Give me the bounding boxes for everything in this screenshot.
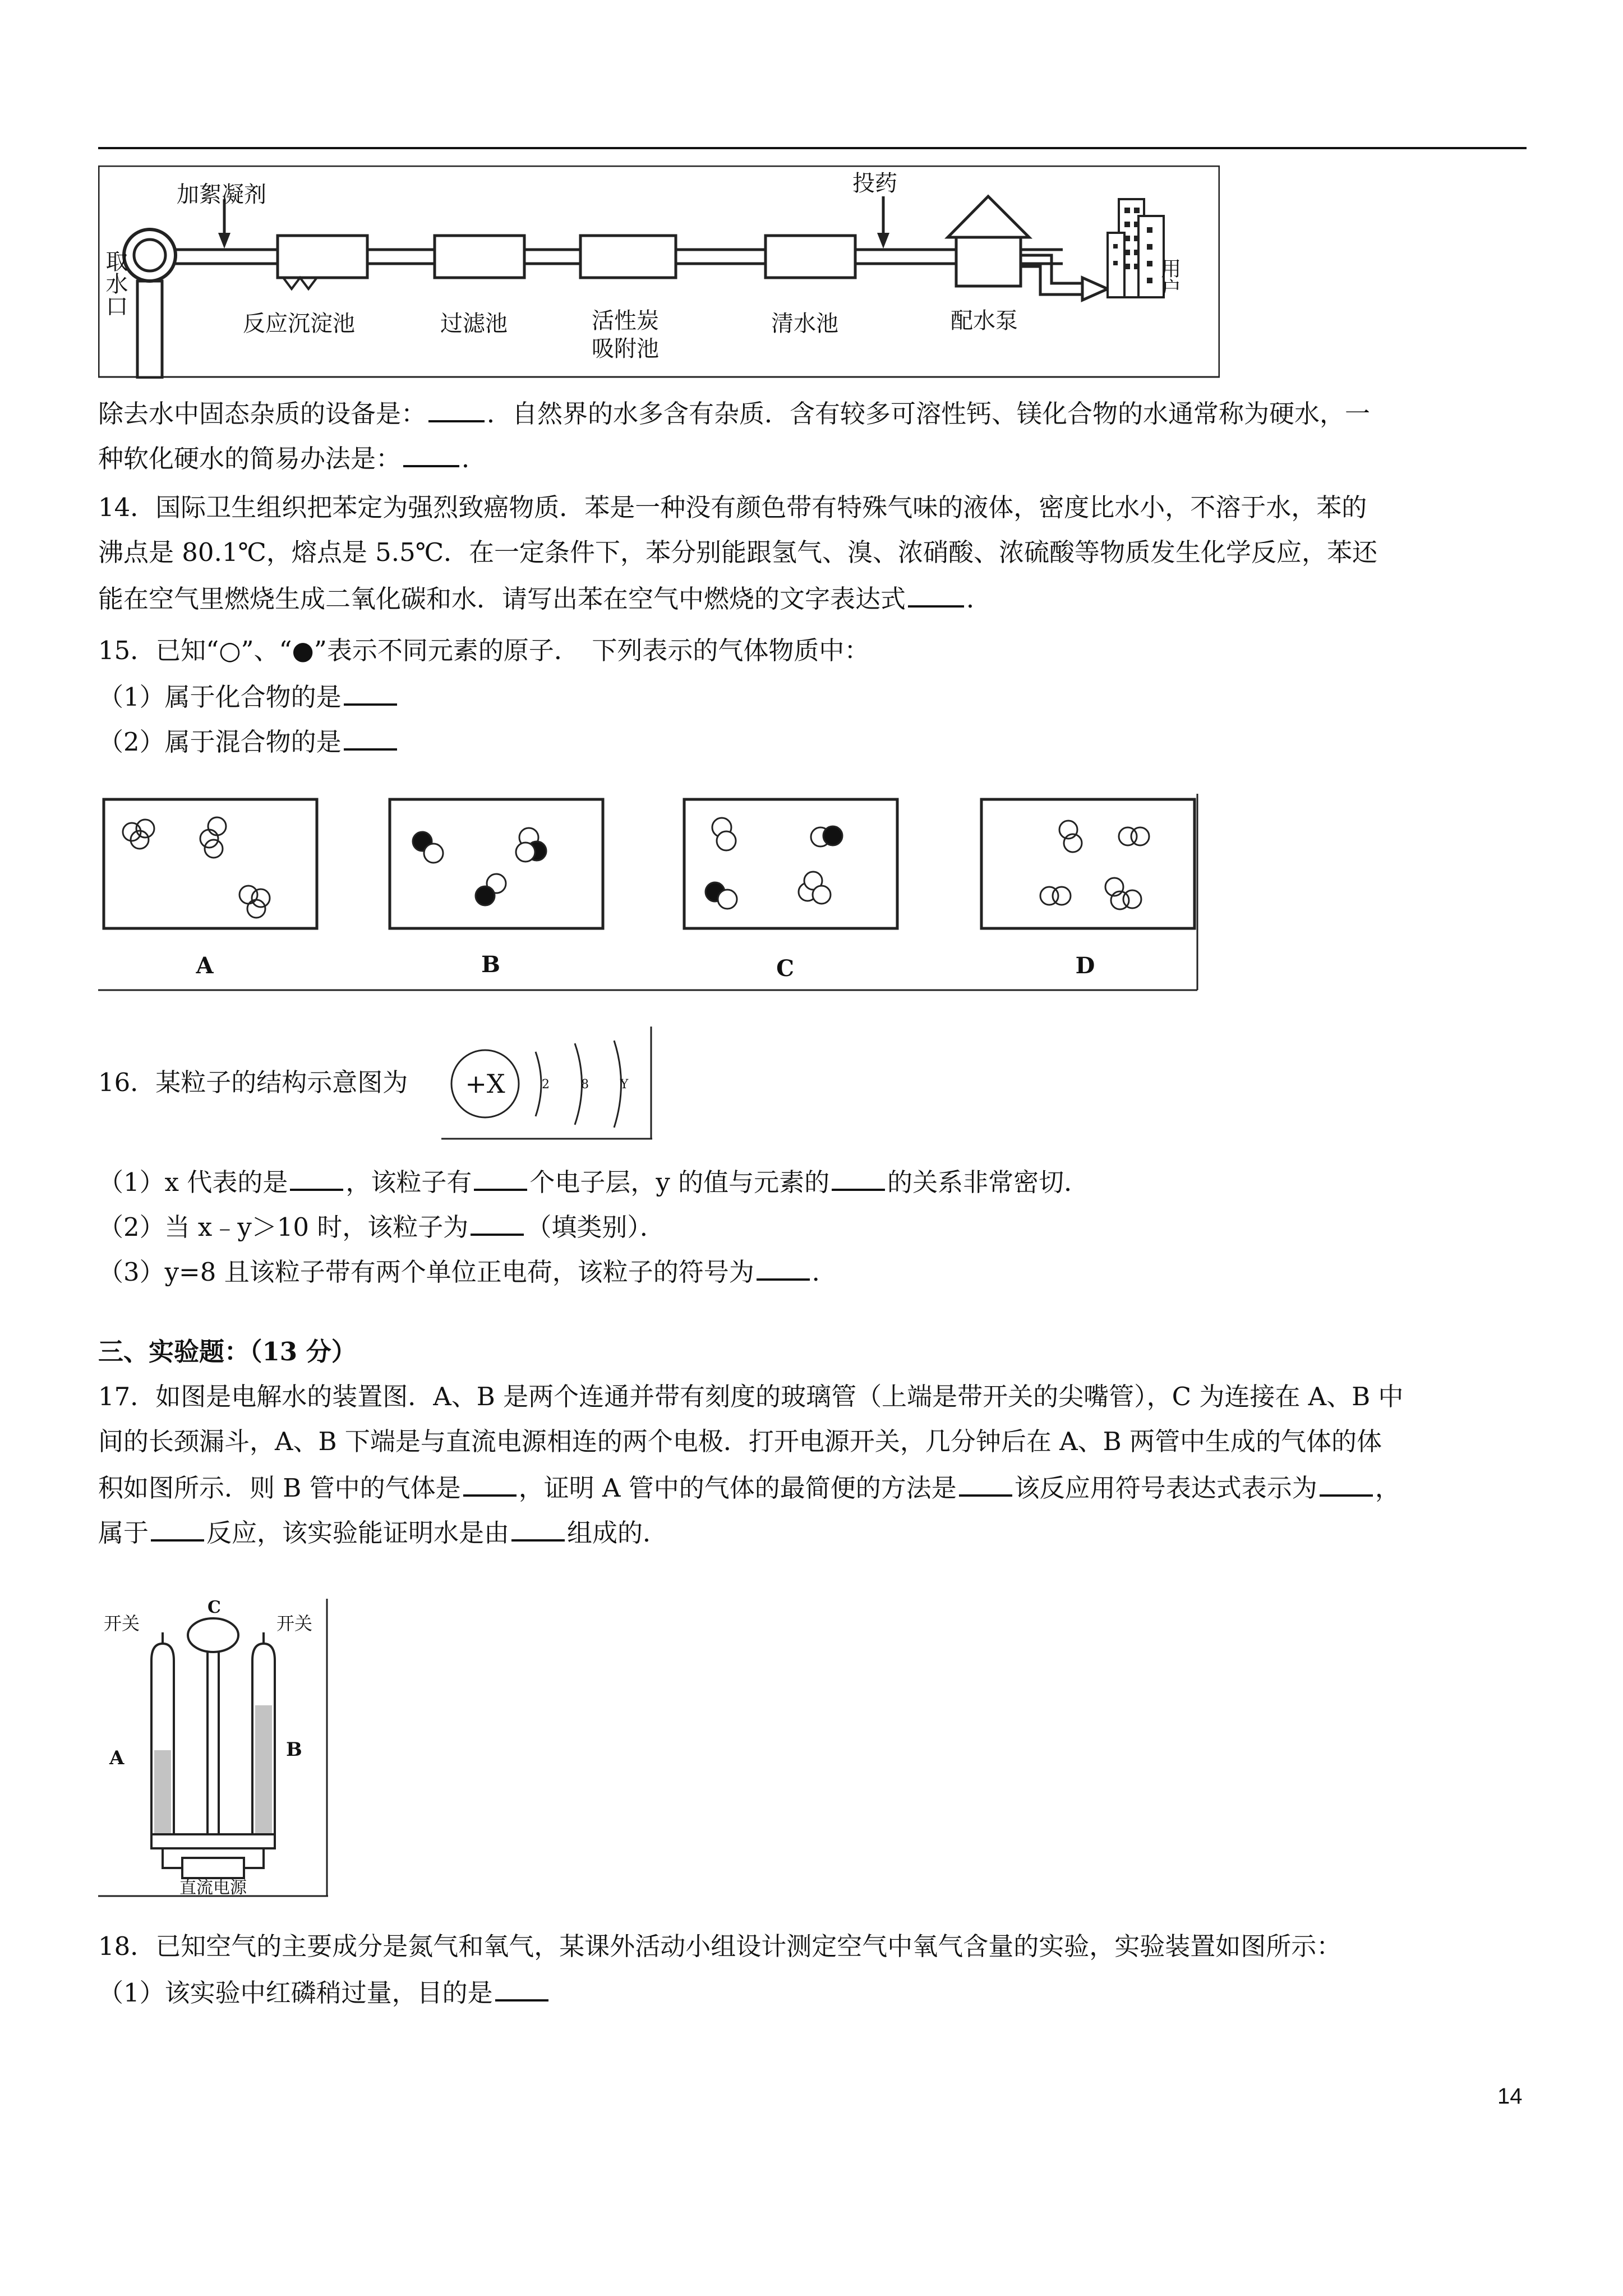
- filter-tank: [435, 236, 524, 278]
- power-label: 直流电源: [179, 1878, 247, 1898]
- carbon-tank: [580, 236, 676, 278]
- q14-line-2: 沸点是 80.1℃，熔点是 5.5℃．在一定条件下，苯分别能跟氢气、溴、浓硝酸、浓硫酸等物质发生化学反应，苯还: [98, 537, 1378, 567]
- carbon-tank-label-2: 吸附池: [592, 336, 659, 362]
- reaction-tank-label: 反应沉淀池: [243, 311, 355, 337]
- q18-line-1: 18．已知空气的主要成分是氮气和氧气，某课外活动小组设计测定空气中氧气含量的实验，实验装置如图所示：: [98, 1931, 1342, 1961]
- filter-tank-label: 过滤池: [440, 311, 508, 337]
- q17-line-3: [98, 1470, 1400, 1505]
- water-treatment-diagram: [98, 165, 1220, 379]
- q16-part-3-b: ．: [811, 1257, 837, 1287]
- box-b-molecules: [413, 828, 546, 905]
- q15-part-2: [98, 724, 399, 759]
- q17-line-4: [98, 1515, 668, 1550]
- q16-part-2-a: （2）当 x﹣y＞10 时，该粒子为: [98, 1212, 469, 1242]
- q14-text-3a: 能在空气里燃烧生成二氧化碳和水．请写出苯在空气中燃烧的文字表达式: [98, 584, 906, 614]
- q14-line-3: [98, 581, 992, 616]
- pump-house: [956, 236, 1021, 286]
- q17-text-4a: 属于: [98, 1518, 149, 1548]
- answer-blank[interactable]: [428, 395, 485, 422]
- answer-blank[interactable]: [471, 1209, 524, 1236]
- answer-blank[interactable]: [495, 1975, 548, 2001]
- shell-2-count: 8: [581, 1078, 589, 1092]
- box-d-label: D: [1075, 953, 1095, 979]
- q16-part-3-a: （3）y=8 且该粒子带有两个单位正电荷，该粒子的符号为: [98, 1257, 754, 1287]
- q13-line-2: [98, 440, 487, 476]
- reaction-tank: [278, 236, 367, 278]
- box-a: [104, 799, 317, 928]
- section-heading: 三、实验题：（13 分）: [98, 1337, 357, 1366]
- user-label: 用户: [1158, 258, 1181, 298]
- q16-stem: 16．某粒子的结构示意图为: [98, 1068, 408, 1097]
- shell-1-count: 2: [542, 1078, 550, 1092]
- q17-text-3a: 积如图所示．则 B 管中的气体是: [98, 1473, 461, 1503]
- shell-3-count: Y: [620, 1078, 629, 1092]
- q17-line-1: 17．如图是电解水的装置图．A、B 是两个连通并带有刻度的玻璃管（上端是带开关的尖嘴管），C 为连接在 A、B 中: [98, 1382, 1404, 1411]
- q16-part-2: [98, 1209, 665, 1244]
- funnel-c: [188, 1618, 238, 1652]
- header-rule: [98, 147, 1527, 149]
- q17-text-3c: 该反应用符号表达式表示为: [1014, 1473, 1317, 1503]
- q16-part-1: [98, 1164, 1089, 1199]
- molecule-boxes-figure: [98, 794, 1220, 996]
- tube-b-label: B: [286, 1738, 302, 1761]
- q13-text-2a: 种软化硬水的简易办法是：: [98, 444, 402, 473]
- answer-blank[interactable]: [344, 679, 397, 706]
- pump-label: 配水泵: [951, 308, 1018, 334]
- q15-stem: 15．已知“○”、“●”表示不同元素的原子． 下列表示的气体物质中：: [98, 636, 870, 665]
- answer-blank[interactable]: [463, 1470, 517, 1497]
- q17-text-3b: ，证明 A 管中的气体的最简便的方法是: [518, 1473, 957, 1503]
- q16-part-3: [98, 1254, 837, 1289]
- box-d-molecules: [1040, 821, 1149, 909]
- box-c-label: C: [776, 955, 794, 982]
- q14-line-1: 14．国际卫生组织把苯定为强烈致癌物质．苯是一种没有颜色带有特殊气味的液体，密度比水小，不溶于水，苯的: [98, 493, 1367, 522]
- answer-blank[interactable]: [1320, 1470, 1373, 1497]
- q17-text-4b: 反应，该实验能证明水是由: [206, 1518, 510, 1548]
- answer-blank[interactable]: [757, 1254, 810, 1281]
- answer-blank[interactable]: [151, 1515, 204, 1542]
- q13-text-1b: ．自然界的水多含有杂质．含有较多可溶性钙、镁化合物的水通常称为硬水，一: [487, 399, 1371, 429]
- funnel-c-label: C: [208, 1599, 221, 1617]
- particle-structure-diagram: [440, 1027, 653, 1144]
- box-b: [390, 799, 603, 928]
- switch-left-label: 开关: [104, 1613, 140, 1634]
- tube-a-label: A: [109, 1747, 125, 1769]
- answer-blank[interactable]: [908, 581, 964, 608]
- power-source: [182, 1858, 244, 1878]
- box-a-molecules: [123, 817, 270, 918]
- intake-label: 取水口: [102, 250, 128, 317]
- page-number: 14: [1497, 2084, 1523, 2109]
- q16-part-2-b: （填类别）．: [526, 1212, 665, 1242]
- q17-line-2: 间的长颈漏斗，A、B 下端是与直流电源相连的两个电极．打开电源开关，几分钟后在 A、B 两管中生成的气体的体: [98, 1427, 1382, 1456]
- box-d: [981, 799, 1195, 928]
- electrolysis-diagram: [98, 1599, 334, 1902]
- answer-blank[interactable]: [832, 1164, 885, 1191]
- answer-blank[interactable]: [959, 1470, 1012, 1497]
- q13-line-1: [98, 395, 1370, 431]
- dosing-label: 投药: [852, 171, 897, 196]
- q16-part-1-d: 的关系非常密切．: [887, 1167, 1090, 1197]
- q16-part-1-b: ，该粒子有: [345, 1167, 472, 1197]
- q18-part-1-text: （1）该实验中红磷稍过量，目的是: [98, 1978, 493, 2008]
- switch-right-label: 开关: [276, 1613, 313, 1634]
- box-c-molecules: [706, 818, 842, 909]
- clear-tank-label: 清水池: [771, 311, 838, 337]
- q15-part-1-text: （1）属于化合物的是: [98, 682, 342, 712]
- q15-part-1: [98, 679, 399, 714]
- clear-tank: [766, 236, 855, 278]
- q16-part-1-c: 个电子层，y 的值与元素的: [529, 1167, 830, 1197]
- box-a-label: A: [196, 953, 214, 979]
- q18-part-1: [98, 1975, 551, 2010]
- coagulant-label: 加絮凝剂: [177, 182, 266, 208]
- answer-blank[interactable]: [403, 440, 459, 467]
- q13-text-2b: ．: [462, 444, 487, 473]
- answer-blank[interactable]: [290, 1164, 343, 1191]
- nucleus-label: +X: [465, 1069, 505, 1099]
- answer-blank[interactable]: [474, 1164, 527, 1191]
- answer-blank[interactable]: [344, 724, 397, 751]
- answer-blank[interactable]: [511, 1515, 565, 1542]
- q15-part-2-text: （2）属于混合物的是: [98, 727, 342, 757]
- q17-text-3d: ，: [1375, 1473, 1400, 1503]
- q14-text-3b: ．: [966, 584, 992, 614]
- carbon-tank-label-1: 活性炭: [592, 308, 659, 334]
- intake-wheel: [124, 229, 176, 281]
- q17-text-4c: 组成的．: [567, 1518, 668, 1548]
- box-b-label: B: [481, 951, 500, 978]
- q13-text-1a: 除去水中固态杂质的设备是：: [98, 399, 427, 429]
- q16-part-1-a: （1）x 代表的是: [98, 1167, 288, 1197]
